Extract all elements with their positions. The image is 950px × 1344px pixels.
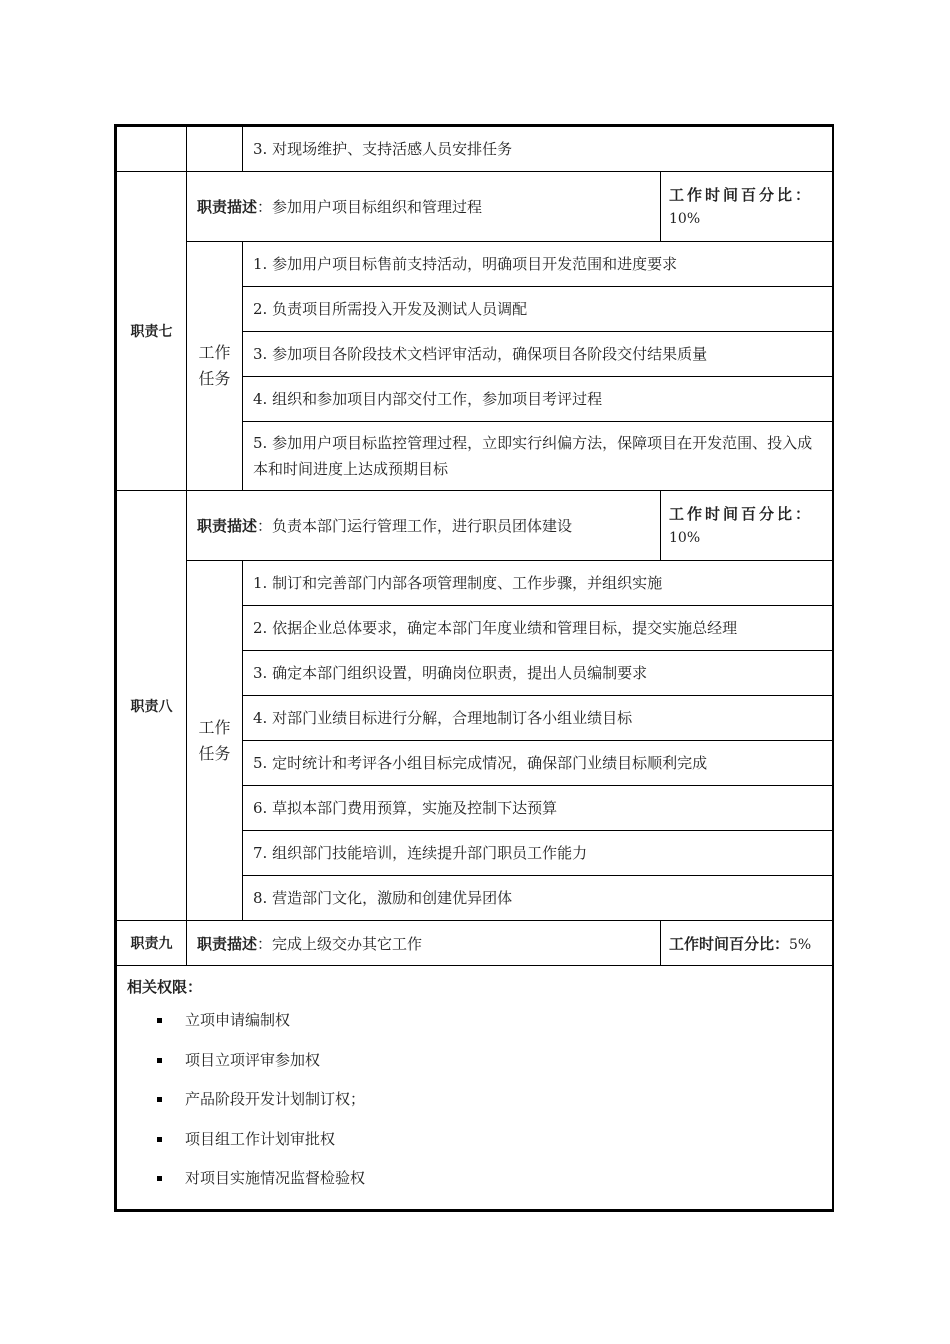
work-tasks-label bbox=[187, 242, 243, 491]
desc-label: 职责描述 bbox=[197, 198, 258, 216]
task-item: 3. 确定本部门组织设置，明确岗位职责，提出人员编制要求 bbox=[243, 651, 833, 696]
pct-value: 5% bbox=[789, 936, 812, 953]
duty-label: 职责八 bbox=[117, 491, 187, 921]
task-item: 6. 草拟本部门费用预算，实施及控制下达预算 bbox=[243, 786, 833, 831]
work-label-line2: 任务 bbox=[198, 743, 231, 763]
task-item: 5. 定时统计和考评各小组目标完成情况，确保部门业绩目标顺利完成 bbox=[243, 741, 833, 786]
task-item: 3. 对现场维护、支持活感人员安排任务 bbox=[243, 127, 833, 172]
rights-item bbox=[127, 1045, 822, 1085]
empty-cell bbox=[117, 127, 187, 172]
task-item: 3. 参加项目各阶段技术文档评审活动，确保项目各阶段交付结果质量 bbox=[243, 332, 833, 377]
duty-description bbox=[187, 921, 661, 966]
pct-label: 工作时间百分比： bbox=[669, 934, 790, 953]
pct-value: 10% bbox=[669, 210, 701, 227]
desc-label: 职责描述 bbox=[197, 517, 258, 535]
desc-text: ：完成上级交办其它工作 bbox=[257, 934, 423, 953]
rights-section bbox=[117, 966, 833, 1210]
bullet-icon bbox=[157, 1097, 162, 1102]
bullet-icon bbox=[157, 1058, 162, 1063]
rights-title: 相关权限： bbox=[127, 978, 203, 996]
rights-item-text: 对项目实施情况监督检验权 bbox=[185, 1169, 366, 1187]
rights-item bbox=[127, 1005, 822, 1045]
task-item: 1. 制订和完善部门内部各项管理制度、工作步骤，并组织实施 bbox=[243, 561, 833, 606]
desc-text: ：负责本部门运行管理工作，进行职员团体建设 bbox=[257, 517, 573, 535]
rights-item bbox=[127, 1163, 822, 1203]
rights-item bbox=[127, 1124, 822, 1164]
time-percent bbox=[661, 172, 833, 242]
task-item: 4. 对部门业绩目标进行分解，合理地制订各小组业绩目标 bbox=[243, 696, 833, 741]
duty-description bbox=[187, 172, 661, 242]
duty-label: 职责七 bbox=[117, 172, 187, 491]
pct-label: 工作时间百分比： bbox=[669, 504, 814, 523]
work-tasks-label bbox=[187, 561, 243, 921]
rights-item-text: 项目组工作计划审批权 bbox=[185, 1129, 336, 1148]
task-item: 8. 营造部门文化，激励和创建优异团体 bbox=[243, 876, 833, 921]
duty-description bbox=[187, 491, 661, 561]
bullet-icon bbox=[157, 1137, 162, 1142]
rights-item-text: 项目立项评审参加权 bbox=[185, 1050, 321, 1069]
rights-item bbox=[127, 1084, 822, 1124]
task-item: 5. 参加用户项目标监控管理过程，立即实行纠偏方法，保障项目在开发范围、投入成本和时间进度上达成预期目标 bbox=[243, 422, 833, 491]
empty-cell bbox=[187, 127, 243, 172]
work-label-line1: 工作 bbox=[198, 717, 231, 737]
task-item: 7. 组织部门技能培训，连续提升部门职员工作能力 bbox=[243, 831, 833, 876]
task-item: 4. 组织和参加项目内部交付工作，参加项目考评过程 bbox=[243, 377, 833, 422]
desc-label: 职责描述 bbox=[197, 934, 258, 953]
task-item: 1. 参加用户项目标售前支持活动，明确项目开发范围和进度要求 bbox=[243, 242, 833, 287]
duty-table bbox=[114, 124, 834, 1212]
rights-item-text: 产品阶段开发计划制订权； bbox=[185, 1090, 366, 1108]
task-item: 2. 依据企业总体要求，确定本部门年度业绩和管理目标，提交实施总经理 bbox=[243, 606, 833, 651]
rights-list bbox=[127, 1005, 822, 1203]
bullet-icon bbox=[157, 1176, 162, 1181]
pct-value: 10% bbox=[669, 529, 701, 546]
bullet-icon bbox=[157, 1018, 162, 1023]
time-percent bbox=[661, 491, 833, 561]
time-percent bbox=[661, 921, 833, 966]
task-item: 2. 负责项目所需投入开发及测试人员调配 bbox=[243, 287, 833, 332]
duty-label: 职责九 bbox=[117, 921, 187, 966]
work-label-line2: 任务 bbox=[198, 369, 231, 388]
desc-text: ：参加用户项目标组织和管理过程 bbox=[257, 198, 483, 216]
work-label-line1: 工作 bbox=[198, 343, 231, 362]
rights-item-text: 立项申请编制权 bbox=[185, 1011, 291, 1029]
pct-label: 工作时间百分比： bbox=[669, 185, 814, 204]
